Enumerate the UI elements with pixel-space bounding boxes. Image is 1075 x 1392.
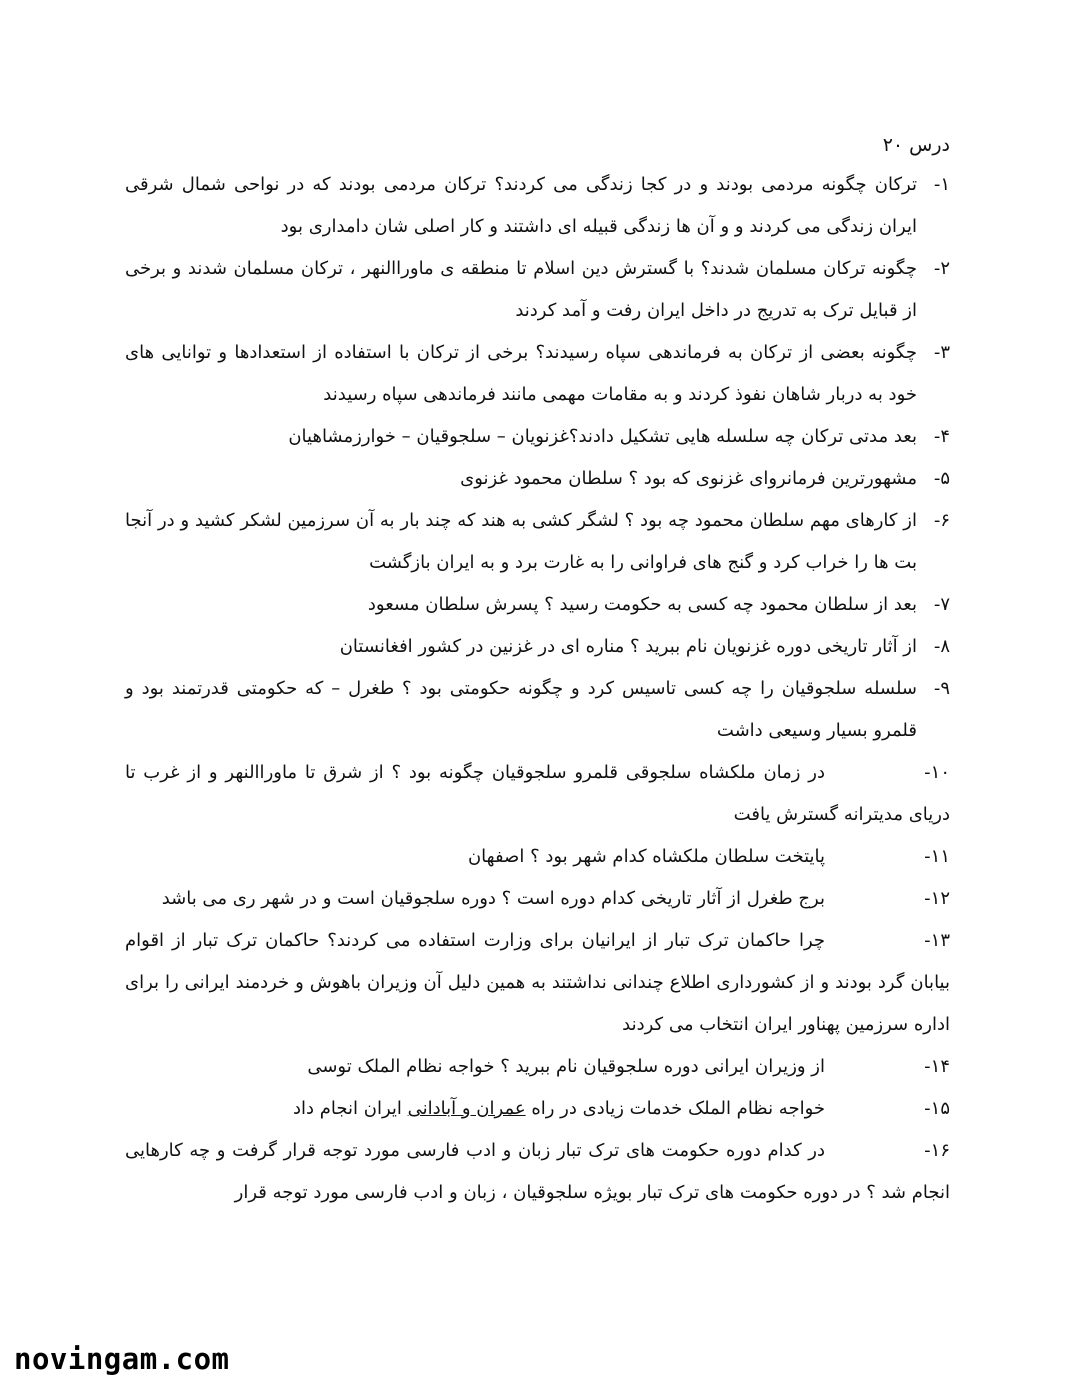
item-number: ۱- <box>933 174 950 195</box>
item-text: بعد از سلطان محمود چه کسی به حکومت رسید ؟ پسرش سلطان مسعود <box>367 594 917 615</box>
item-number: ۱۳- <box>924 930 950 951</box>
item-number: ۱۵- <box>924 1098 950 1119</box>
list-item <box>125 878 950 920</box>
item-text <box>125 1088 950 1130</box>
lesson-title: درس ۲۰ <box>882 134 950 156</box>
item-text: از کارهای مهم سلطان محمود چه بود ؟ لشگر کشی به هند که چند بار به آن سرزمین لشکر کشید و در آنجا بت ها را خراب کرد و گنج های فراوانی را به غارت برد و به ایران بازگشت <box>125 510 917 573</box>
item-text-content: در کدام دوره حکومت های ترک تبار زبان و ادب فارسی مورد توجه قرار گرفت و چه کارهایی انجام شد ؟ در دوره حکومت های ترک تبار بویژه سلجوقیان ، زبان و ادب فارسی مورد توجه قرار <box>125 1140 950 1203</box>
item-number: ۲- <box>933 258 950 279</box>
item-number: ۱۴- <box>924 1056 950 1077</box>
list-item <box>125 584 950 626</box>
list-item <box>125 1088 950 1130</box>
item-text: سلسله سلجوقیان را چه کسی تاسیس کرد و چگونه حکومتی بود ؟ طغرل – که حکومتی قدرتمند بود و قلمرو بسیار وسیعی داشت <box>125 678 917 741</box>
list-item <box>125 458 950 500</box>
item-number: ۷- <box>933 594 950 615</box>
item-text <box>125 920 950 1046</box>
item-text-content: چرا حاکمان ترک تبار از ایرانیان برای وزارت استفاده می کردند؟ حاکمان ترک تبار از اقوام بیابان گرد بودند و از کشورداری اطلاع چندانی نداشتند به همین دلیل آن وزیران باهوش و خردمند ایرانی را برای اداره سرزمین پهناور ایران انتخاب می کردند <box>125 930 950 1035</box>
item-number: ۸- <box>933 636 950 657</box>
item-text-after: ایران انجام داد <box>293 1098 408 1119</box>
item-text: چگونه بعضی از ترکان به فرماندهی سپاه رسیدند؟ برخی از ترکان با استفاده از استعدادها و توانایی های خود به دربار شاهان نفوذ کردند و به مقامات مهمی مانند فرماندهی سپاه رسیدند <box>125 342 917 405</box>
list-item <box>125 164 950 248</box>
item-text: ترکان چگونه مردمی بودند و در کجا زندگی می کردند؟ ترکان مردمی بودند که در نواحی شمال شرقی ایران زندگی می کردند و و آن ها زندگی قبیله ای داشتند و کار اصلی شان دامداری بود <box>125 174 917 237</box>
site-watermark: novingam.com <box>14 1342 230 1376</box>
item-number: ۳- <box>933 342 950 363</box>
list-item <box>125 668 950 752</box>
item-number: ۶- <box>933 510 950 531</box>
item-number: ۱۱- <box>924 846 950 867</box>
item-text: مشهورترین فرمانروای غزنوی که بود ؟ سلطان محمود غزنوی <box>460 468 917 489</box>
item-text <box>125 752 950 836</box>
item-number: ۱۶- <box>924 1140 950 1161</box>
item-text-content: در زمان ملکشاه سلجوقی قلمرو سلجوقیان چگونه بود ؟ از شرق تا ماوراالنهر و از غرب تا دریای مدیترانه گسترش یافت <box>125 762 950 825</box>
item-number: ۴- <box>933 426 950 447</box>
item-text: از آثار تاریخی دوره غزنویان نام ببرید ؟ مناره ای در غزنین در کشور افغانستان <box>339 636 917 657</box>
item-number: ۵- <box>933 468 950 489</box>
item-text: بعد مدتی ترکان چه سلسله هایی تشکیل دادند؟غزنویان – سلجوقیان – خوارزمشاهیان <box>288 426 917 447</box>
list-item <box>125 752 950 836</box>
list-item <box>125 500 950 584</box>
item-text: پایتخت سلطان ملکشاه کدام شهر بود ؟ اصفهان <box>467 846 825 867</box>
item-text <box>125 1130 950 1214</box>
list-item <box>125 1046 950 1088</box>
list-item <box>125 248 950 332</box>
list-item <box>125 416 950 458</box>
item-number: ۱۲- <box>924 888 950 909</box>
list-item <box>125 1130 950 1214</box>
item-text-before: خواجه نظام الملک خدمات زیادی در راه <box>525 1098 825 1119</box>
list-item <box>125 626 950 668</box>
item-text: از وزیران ایرانی دوره سلجوقیان نام ببرید ؟ خواجه نظام الملک توسی <box>307 1056 825 1077</box>
item-number: ۹- <box>933 678 950 699</box>
item-text: چگونه ترکان مسلمان شدند؟ با گسترش دین اسلام تا منطقه ی ماوراالنهر ، ترکان مسلمان شدند و برخی از قبایل ترک به تدریج در داخل ایران رفت و آمد کردند <box>125 258 917 321</box>
question-list <box>125 164 950 1214</box>
list-item <box>125 836 950 878</box>
list-item <box>125 920 950 1046</box>
list-item <box>125 332 950 416</box>
item-number: ۱۰- <box>924 762 950 783</box>
underlined-phrase: عمران و آبادانی <box>407 1098 526 1119</box>
item-text: برج طغرل از آثار تاریخی کدام دوره است ؟ دوره سلجوقیان است و در شهر ری می باشد <box>161 888 825 909</box>
